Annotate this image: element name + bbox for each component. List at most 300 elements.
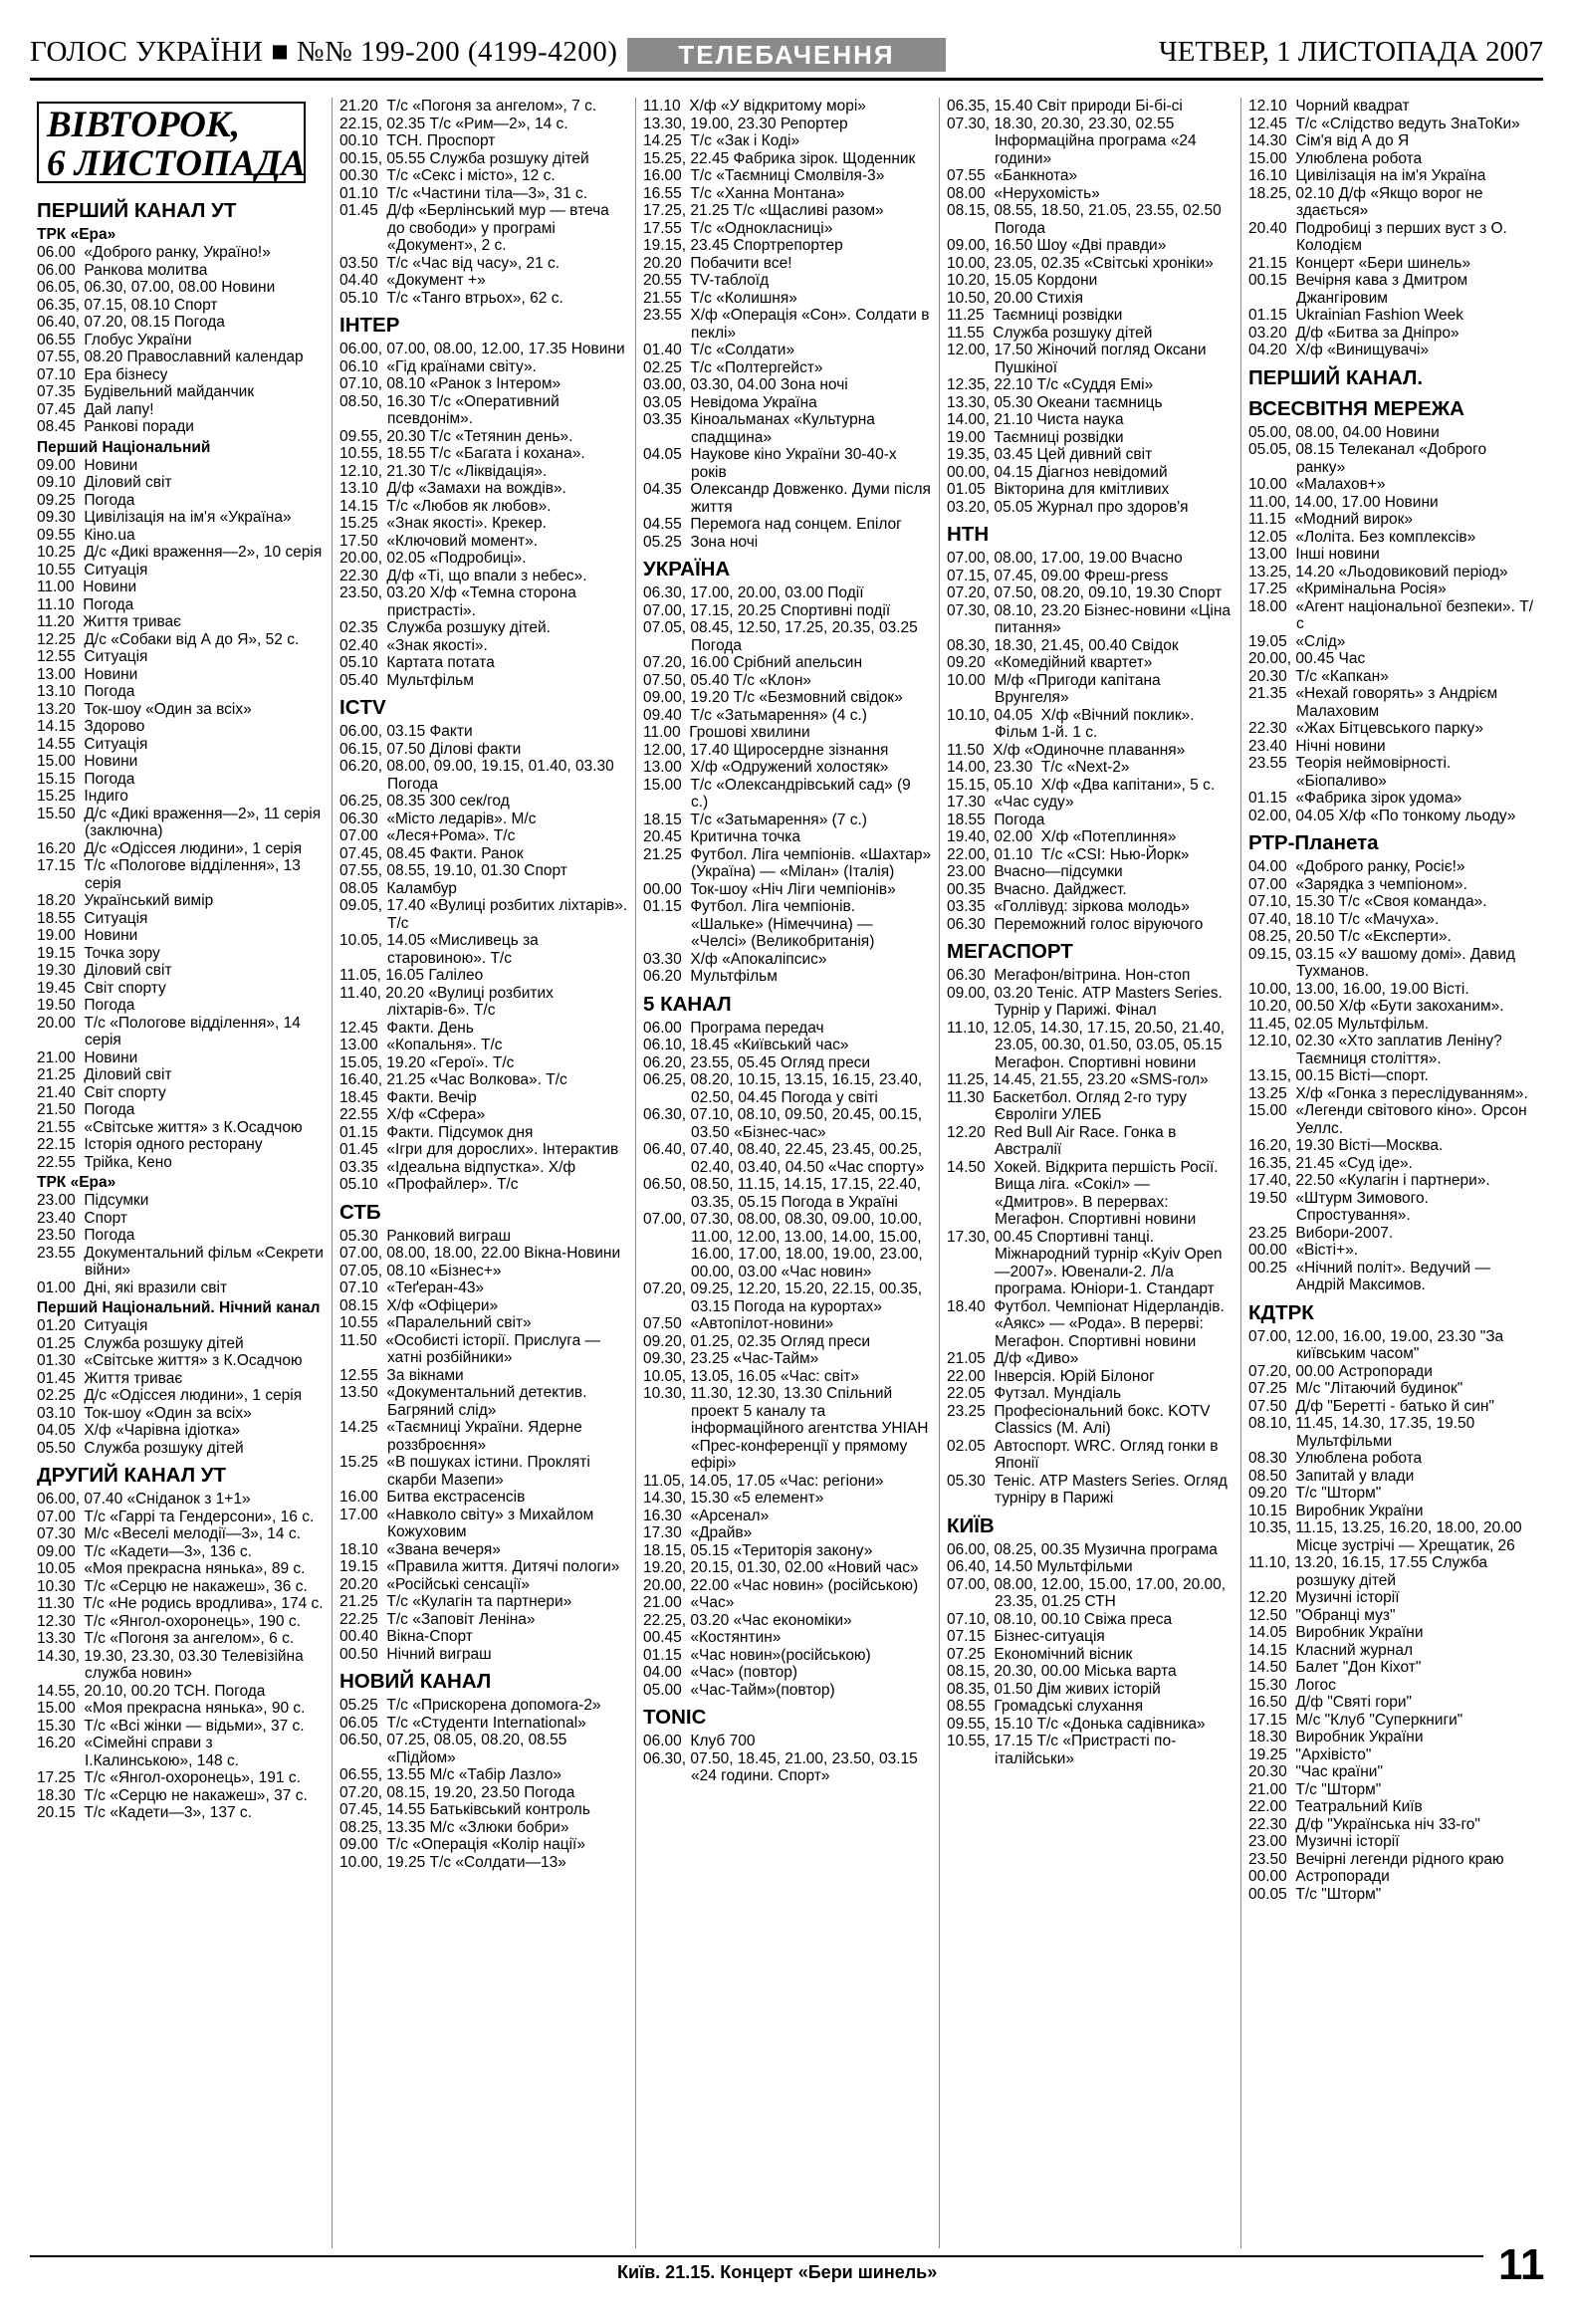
program-entry: 19.40, 02.00 Х/ф «Потеплиння» xyxy=(947,828,1177,845)
program-entry: 13.30, 05.30 Океани таємниць xyxy=(947,393,1163,411)
program-entry: 03.35 «Голлівуд: зіркова молодь» xyxy=(947,898,1190,915)
newspaper-masthead: ГОЛОС УКРАЇНИ ■ №№ 199-200 (4199-4200) xyxy=(30,36,618,68)
program-entry: 07.30, 18.30, 20.30, 23.30, 02.55 Інформаційна програма «24 години» xyxy=(947,115,1201,167)
program-entry: 10.00 М/ф «Пригоди капітана Врунгеля» xyxy=(947,671,1165,706)
program-entry: 06.50, 08.50, 11.15, 14.15, 17.15, 22.40, 03.35, 05.15 Погода в Україні xyxy=(643,1176,926,1211)
program-entry: 16.00 Т/с «Таємниці Смолвіля-3» xyxy=(643,167,885,184)
program-entry: 06.00, 08.25, 00.35 Музична програма xyxy=(947,1540,1218,1558)
program-entry: 09.00 Новини xyxy=(37,456,138,474)
program-entry: 21.50 Погода xyxy=(37,1101,135,1118)
program-entry: 04.00 «Доброго ранку, Росіє!» xyxy=(1248,858,1465,875)
program-entry: 07.25 Економічний вісник xyxy=(947,1645,1133,1663)
program-entry: 15.00 Новини xyxy=(37,753,138,770)
program-entry: 14.00, 23.30 Т/с «Next-2» xyxy=(947,759,1130,776)
program-entry: 07.10, 08.10 «Ранок з Інтером» xyxy=(339,375,561,392)
program-entry: 17.30 «Драйв» xyxy=(643,1524,753,1541)
program-entry: 02.40 «Знак якості». xyxy=(339,636,488,654)
program-entry: 15.15 Погода xyxy=(37,770,135,788)
program-entry: 02.25 Д/с «Одіссея людини», 1 серія xyxy=(37,1387,303,1404)
program-entry: 10.50, 20.00 Стихія xyxy=(947,289,1084,307)
program-entry: 09.00 Т/с «Кадети—3», 136 с. xyxy=(37,1542,252,1560)
program-entry: 06.30 Мегафон/вітрина. Нон-стоп xyxy=(947,967,1191,984)
program-entry: 07.10 «Теґеран-43» xyxy=(339,1279,485,1296)
column-5-listings xyxy=(1248,98,1536,1903)
program-entry: 03.35 «Ідеальна відпустка». Х/ф xyxy=(339,1158,576,1176)
program-entry: 14.05 Виробник України xyxy=(1248,1624,1424,1641)
program-entry: 08.25, 20.50 Т/с «Експерти». xyxy=(1248,928,1452,945)
program-entry: 15.00 Т/с «Олександрівський сад» (9 с.) xyxy=(643,776,916,811)
program-entry: 07.55, 08.55, 19.10, 01.30 Спорт xyxy=(339,862,567,879)
program-entry: 06.35, 07.15, 08.10 Спорт xyxy=(37,296,218,314)
program-entry: 07.00, 08.00, 12.00, 15.00, 17.00, 20.00, 23.35, 01.25 СТН xyxy=(947,1575,1231,1610)
program-entry: 09.20 Т/с "Шторм" xyxy=(1248,1485,1382,1502)
program-entry: 13.00 Інші новини xyxy=(1248,546,1380,563)
program-entry: 15.30 Логос xyxy=(1248,1676,1336,1694)
program-entry: 22.55 Х/ф «Сфера» xyxy=(339,1106,486,1123)
program-entry: 07.00, 08.00, 17.00, 19.00 Вчасно xyxy=(947,550,1183,567)
program-entry: 17.30, 00.45 Спортивні танці. Міжнародний турнір «Kyiv Open—2007». Ювенали-2. Л/а програма. Юніори-1. Стандарт xyxy=(947,1228,1223,1297)
program-entry: 13.00 Новини xyxy=(37,665,138,683)
channel-heading: КИЇВ xyxy=(947,1513,995,1537)
program-entry: 20.55 TV-таблоїд xyxy=(643,272,770,289)
program-entry: 06.00 «Доброго ранку, Україно!» xyxy=(37,244,271,261)
program-entry: 07.00, 08.00, 18.00, 22.00 Вікна-Новини xyxy=(339,1245,621,1262)
program-entry: 06.55, 13.55 М/с «Табір Лазло» xyxy=(339,1766,562,1783)
program-entry: 14.00, 21.10 Чиста наука xyxy=(947,411,1124,428)
channel-heading: ПЕРШИЙ КАНАЛ. xyxy=(1248,365,1424,389)
column-4-listings xyxy=(947,98,1234,1767)
program-entry: 19.00 Новини xyxy=(37,927,138,944)
issue-date: ЧЕТВЕР, 1 ЛИСТОПАДА 2007 xyxy=(1158,36,1543,68)
program-entry: 05.10 Картата потата xyxy=(339,654,495,671)
program-entry: 20.40 Подробиці з перших вуст з О. Колодієм xyxy=(1248,219,1512,254)
program-entry: 03.10 Ток-шоу «Один за всіх» xyxy=(37,1404,252,1422)
program-entry: 01.45 «Ігри для дорослих». Інтерактив xyxy=(339,1141,619,1158)
program-entry: 07.55 «Банкнота» xyxy=(947,167,1078,184)
program-entry: 00.00 Астропоради xyxy=(1248,1868,1390,1885)
program-entry: 17.25 Т/с «Янгол-охоронець», 191 с. xyxy=(37,1769,301,1786)
program-entry: 05.25 Зона ночі xyxy=(643,533,759,551)
program-entry: 01.00 Дні, які вразили світ xyxy=(37,1278,228,1296)
program-entry: 12.10, 02.30 «Хто заплатив Леніну? Таємниця століття». xyxy=(1248,1033,1507,1067)
schedule-column-2 xyxy=(333,98,636,2248)
program-entry: 06.50, 07.25, 08.05, 08.20, 08.55 «Підйом» xyxy=(339,1732,571,1766)
program-entry: 13.30 Т/с «Погоня за ангелом», 6 с. xyxy=(37,1630,295,1647)
program-entry: 07.50, 05.40 Т/с «Клон» xyxy=(643,671,811,689)
program-entry: 09.00 Т/с «Операція «Колір нації» xyxy=(339,1836,585,1853)
program-entry: 18.55 Ситуація xyxy=(37,909,148,927)
channel-heading: КДТРК xyxy=(1248,1300,1314,1324)
program-entry: 16.50 Д/ф "Святі гори" xyxy=(1248,1694,1412,1711)
program-entry: 11.50 Х/ф «Одиночне плавання» xyxy=(947,741,1186,759)
program-entry: 07.35 Будівельний майданчик xyxy=(37,383,255,400)
program-entry: 07.50 Д/ф "Беретті - батько й син" xyxy=(1248,1397,1494,1415)
program-entry: 06.00 Програма передач xyxy=(643,1019,824,1037)
program-entry: 03.30 Х/ф «Апокаліпсис» xyxy=(643,950,827,968)
channel-heading: НТН xyxy=(947,523,990,546)
schedule-column-4 xyxy=(940,98,1241,2248)
program-entry: 23.25 Вибори-2007. xyxy=(1248,1224,1394,1242)
channel-heading: УКРАЇНА xyxy=(643,558,731,581)
sub-heading: Перший Національний. Нічний канал xyxy=(37,1299,321,1316)
program-entry: 05.05, 08.15 Телеканал «Доброго ранку» xyxy=(1248,441,1491,476)
program-entry: 10.05 «Моя прекрасна нянька», 89 с. xyxy=(37,1560,306,1577)
program-entry: 15.25 «Знак якості». Крекер. xyxy=(339,515,547,532)
program-entry: 03.50 Т/с «Час від часу», 21 с. xyxy=(339,254,561,272)
program-entry: 08.15 Х/ф «Офіцери» xyxy=(339,1296,499,1314)
program-entry: 11.30 Баскетбол. Огляд 2-го туру Євроліги УЛЕБ xyxy=(947,1088,1192,1123)
column-3-listings xyxy=(643,98,936,1785)
program-entry: 06.00, 03.15 Факти xyxy=(339,723,473,740)
program-entry: 14.25 «Таємниці України. Ядерне роззброєння» xyxy=(339,1419,587,1454)
program-entry: 10.05, 14.05 «Мисливець за старовиною». Т/с xyxy=(339,932,544,967)
program-entry: 14.55 Ситуація xyxy=(37,735,148,753)
program-entry: 23.50 Вечірні легенди рідного краю xyxy=(1248,1850,1504,1868)
program-entry: 09.25 Погода xyxy=(37,491,135,509)
program-entry: 00.15, 05.55 Служба розшуку дітей xyxy=(339,149,589,167)
program-entry: 17.30 «Час суду» xyxy=(947,794,1074,811)
program-entry: 16.20 Д/с «Одіссея людини», 1 серія xyxy=(37,839,303,857)
program-entry: 15.25 Індиго xyxy=(37,788,128,805)
program-entry: 12.50 "Обранці муз" xyxy=(1248,1606,1396,1624)
program-entry: 08.30, 18.30, 21.45, 00.40 Свідок xyxy=(947,636,1179,654)
program-entry: 11.10, 13.20, 16.15, 17.55 Служба розшуку дітей xyxy=(1248,1554,1492,1589)
program-entry: 09.05, 17.40 «Вулиці розбитих ліхтарів». Т/с xyxy=(339,897,632,932)
program-entry: 03.20, 05.05 Журнал про здоров'я xyxy=(947,498,1189,516)
program-entry: 07.55, 08.20 Православний календар xyxy=(37,349,304,365)
program-entry: 11.05, 14.05, 17.05 «Час: регіони» xyxy=(643,1472,884,1490)
program-entry: 14.15 Класний журнал xyxy=(1248,1641,1413,1659)
program-entry: 07.00 Т/с «Гаррі та Гендерсони», 16 с. xyxy=(37,1508,315,1525)
program-entry: 07.00 «Леся+Рома». Т/с xyxy=(339,827,516,844)
program-entry: 01.25 Служба розшуку дітей xyxy=(37,1334,244,1352)
program-entry: 05.40 Мультфільм xyxy=(339,671,474,689)
program-entry: 17.25, 21.25 Т/с «Щасливі разом» xyxy=(643,202,884,219)
program-entry: 06.35, 15.40 Світ природи Бі-бі-сі xyxy=(947,98,1183,115)
program-entry: 14.30, 19.30, 23.30, 03.30 Телевізійна служба новин» xyxy=(37,1647,309,1682)
program-entry: 13.10 Погода xyxy=(37,683,135,700)
program-entry: 16.35, 21.45 «Суд іде». xyxy=(1248,1154,1413,1172)
program-entry: 10.00, 23.05, 02.35 «Світські хроніки» xyxy=(947,254,1214,272)
section-label: ТЕЛЕБАЧЕННЯ xyxy=(627,38,946,72)
program-entry: 07.20, 16.00 Срібний апельсин xyxy=(643,654,863,671)
program-entry: 08.55 Громадські слухання xyxy=(947,1698,1144,1715)
program-entry: 07.30 М/с «Веселі мелодії—3», 14 с. xyxy=(37,1525,301,1542)
program-entry: 21.00 Т/с "Шторм" xyxy=(1248,1780,1382,1798)
program-entry: 19.15 Точка зору xyxy=(37,944,160,962)
program-entry: 06.20, 08.00, 09.00, 19.15, 01.40, 03.30 Погода xyxy=(339,758,619,793)
program-entry: 09.00, 03.20 Теніс. ATP Masters Series. Турнір у Парижі. Фінал xyxy=(947,984,1228,1019)
program-entry: 19.45 Світ спорту xyxy=(37,979,166,997)
program-entry: 06.40, 07.40, 08.40, 22.45, 23.45, 00.25, 02.40, 03.40, 04.50 «Час спорту» xyxy=(643,1141,927,1176)
program-entry: 07.50 «Автопілот-новини» xyxy=(643,1315,834,1332)
program-entry: 07.05, 08.45, 12.50, 17.25, 20.35, 03.25 Погода xyxy=(643,619,923,654)
program-entry: 10.10, 04.05 Х/ф «Вічний поклик». Фільм 1-й. 1 с. xyxy=(947,706,1199,741)
sub-heading: Перший Національний xyxy=(37,438,211,456)
program-entry: 01.15 Ukrainian Fashion Week xyxy=(1248,307,1463,324)
program-entry: 06.30 Переможний голос віруючого xyxy=(947,915,1204,933)
program-entry: 17.00 «Навколо світу» з Михайлом Кожуховим xyxy=(339,1506,598,1540)
program-entry: 06.30, 07.50, 18.45, 21.00, 23.50, 03.15 «24 години. Спорт» xyxy=(643,1749,923,1784)
program-entry: 01.45 Життя триває xyxy=(37,1369,183,1387)
program-entry: 07.10, 08.10, 00.10 Свіжа преса xyxy=(947,1610,1173,1628)
program-entry: 20.00, 02.05 «Подробиці». xyxy=(339,550,527,567)
program-entry: 08.15, 20.30, 00.00 Міська варта xyxy=(947,1663,1177,1680)
program-entry: 11.00 Грошові хвилини xyxy=(643,724,810,741)
program-entry: 12.30 Т/с «Янгол-охоронець», 190 с. xyxy=(37,1612,301,1630)
program-entry: 06.05 Т/с «Студенти International» xyxy=(339,1714,586,1732)
program-entry: 21.15 Концерт «Бери шинель» xyxy=(1248,254,1471,272)
program-entry: 06.25, 08.20, 10.15, 13.15, 16.15, 23.40, 02.50, 04.45 Погода у світі xyxy=(643,1071,927,1106)
program-entry: 01.15 «Час новин»(російською) xyxy=(643,1646,871,1664)
program-entry: 15.25, 22.45 Фабрика зірок. Щоденник xyxy=(643,149,916,167)
program-entry: 21.55 Т/с «Колишня» xyxy=(643,289,797,307)
program-entry: 18.00 «Агент національної безпеки». Т/с xyxy=(1248,597,1534,632)
program-entry: 20.30 Т/с «Капкан» xyxy=(1248,667,1389,685)
program-entry: 02.35 Служба розшуку дітей. xyxy=(339,619,551,636)
program-entry: 20.00 Т/с «Пологове відділення», 14 серія xyxy=(37,1014,306,1048)
program-entry: 11.05, 16.05 Галілео xyxy=(339,967,484,984)
program-entry: 22.30 «Жах Бітцевського парку» xyxy=(1248,720,1484,737)
program-entry: 21.25 Т/с «Кулагін та партнери» xyxy=(339,1593,572,1610)
program-entry: 16.40, 21.25 «Час Волкова». Т/с xyxy=(339,1071,567,1088)
program-entry: 21.00 «Час» xyxy=(643,1594,735,1611)
program-entry: 19.35, 03.45 Цей дивний світ xyxy=(947,446,1153,463)
program-entry: 06.10 «Гід країнами світу». xyxy=(339,357,537,375)
program-entry: 11.30 Т/с «Не родись вродлива», 174 с. xyxy=(37,1595,324,1612)
program-entry: 08.50, 16.30 Т/с «Оперативний псевдонім». xyxy=(339,392,564,427)
program-entry: 06.00, 07.40 «Сніданок з 1+1» xyxy=(37,1491,251,1508)
schedule-column-5 xyxy=(1241,98,1543,2248)
program-entry: 07.45 Дай лапу! xyxy=(37,400,154,418)
program-entry: 23.55 Х/ф «Операція «Сон». Солдати в пеклі» xyxy=(643,307,934,342)
program-entry: 08.45 Ранкові поради xyxy=(37,418,194,435)
program-entry: 09.55, 15.10 Т/с «Донька садівника» xyxy=(947,1715,1206,1733)
channel-heading: ВСЕСВІТНЯ МЕРЕЖА xyxy=(1248,396,1464,420)
program-entry: 01.40 Т/с «Солдати» xyxy=(643,342,795,358)
day-title-date: 6 ЛИСТОПАДА xyxy=(47,143,306,184)
program-entry: 08.10, 11.45, 14.30, 17.35, 19.50 Мультфільми xyxy=(1248,1415,1479,1450)
program-entry: 05.30 Ранковий виграш xyxy=(339,1227,512,1245)
program-entry: 10.00, 19.25 Т/с «Солдати—13» xyxy=(339,1853,566,1871)
program-entry: 19.00 Таємниці розвідки xyxy=(947,428,1124,446)
program-entry: 15.00 «Легенди світового кіно». Орсон Уеллс. xyxy=(1248,1102,1531,1137)
program-entry: 20.30 "Час країни" xyxy=(1248,1763,1383,1780)
program-entry: 19.50 Погода xyxy=(37,997,135,1014)
program-entry: 12.55 За вікнами xyxy=(339,1366,464,1384)
program-entry: 04.00 «Час» (повтор) xyxy=(643,1664,798,1681)
program-entry: 11.50 «Особисті історії. Прислуга — хатні розбійники» xyxy=(339,1331,605,1366)
program-entry: 03.35 Кіноальманах «Культурна спадщина» xyxy=(643,411,880,446)
program-entry: 09.30 Цивілізація на ім'я «Україна» xyxy=(37,509,292,526)
program-entry: 11.00 Новини xyxy=(37,579,137,595)
program-entry: 11.25, 14.45, 21.55, 23.20 «SMS-гол» xyxy=(947,1071,1209,1088)
program-entry: 14.25 Т/с «Зак і Коді» xyxy=(643,132,800,149)
program-entry: 14.50 Хокей. Відкрита першість Росії. Вища ліга. «Сокіл» — «Дмитров». В перервах: Мегафон. Спортивні новини xyxy=(947,1158,1223,1228)
program-entry: 12.05 «Лоліта. Без комплексів» xyxy=(1248,528,1476,546)
channel-heading: TONIC xyxy=(643,1706,707,1729)
program-entry: 04.05 Наукове кіно України 30-40-х років xyxy=(643,446,901,481)
program-entry: 10.55 «Паралельний світ» xyxy=(339,1314,532,1331)
program-entry: 06.40, 07.20, 08.15 Погода xyxy=(37,314,225,331)
program-entry: 18.15 Т/с «Затьмарення» (7 с.) xyxy=(643,811,867,828)
program-entry: 00.15 Вечірня кава з Дмитром Джангіровим xyxy=(1248,272,1472,307)
program-entry: 07.40, 18.10 Т/с «Мачуха». xyxy=(1248,910,1440,928)
program-entry: 18.30 Т/с «Серцю не накажеш», 37 с. xyxy=(37,1786,308,1804)
program-entry: 05.25 Т/с «Прискорена допомога-2» xyxy=(339,1697,601,1714)
program-entry: 10.55, 17.15 Т/с «Пристрасті по-італійськи» xyxy=(947,1733,1177,1767)
program-entry: 12.10, 21.30 Т/с «Ліквідація». xyxy=(339,462,548,480)
program-entry: 19.50 «Штурм Зимового. Спростування». xyxy=(1248,1189,1434,1224)
day-title-weekday: ВІВТОРОК, xyxy=(47,105,241,145)
program-entry: 19.30 Діловий світ xyxy=(37,962,172,979)
program-entry: 10.15 Виробник України xyxy=(1248,1502,1424,1519)
program-entry: 18.30 Виробник України xyxy=(1248,1729,1424,1745)
program-entry: 03.05 Невідома Україна xyxy=(643,393,817,411)
program-entry: 23.50 Погода xyxy=(37,1227,135,1244)
program-entry: 09.55 Кіно.ua xyxy=(37,526,135,544)
program-entry: 04.40 «Документ +» xyxy=(339,272,486,289)
program-entry: 13.50 «Документальний детектив. Багряний слід» xyxy=(339,1384,591,1419)
program-entry: 00.50 Нічний виграш xyxy=(339,1645,492,1663)
program-entry: 05.10 Т/с «Танго втрьох», 62 с. xyxy=(339,289,563,307)
program-entry: 22.00, 01.10 Т/с «CSI: Нью-Йорк» xyxy=(947,845,1190,863)
program-entry: 07.00, 12.00, 16.00, 19.00, 23.30 "За київським часом" xyxy=(1248,1327,1508,1362)
program-entry: 04.35 Олександр Довженко. Думи після життя xyxy=(643,481,936,516)
program-entry: 06.00, 07.00, 08.00, 12.00, 17.35 Новини xyxy=(339,341,625,357)
program-entry: 07.45, 08.45 Факти. Ранок xyxy=(339,844,524,862)
program-entry: 13.25 Х/ф «Гонка з переслідуванням». xyxy=(1248,1084,1528,1102)
program-entry: 05.00, 08.00, 04.00 Новини xyxy=(1248,423,1440,441)
program-entry: 18.40 Футбол. Чемпіонат Нідерландів. «Аякс» — «Рода». В перерві: Мегафон. Спортивні новини xyxy=(947,1297,1230,1350)
program-entry: 22.25 Т/с «Заповіт Леніна» xyxy=(339,1610,536,1628)
program-entry: 15.05, 19.20 «Герої». Т/с xyxy=(339,1053,515,1071)
program-entry: 08.30 Улюблена робота xyxy=(1248,1450,1423,1467)
program-entry: 14.30, 15.30 «5 елемент» xyxy=(643,1490,824,1507)
program-entry: 21.40 Світ спорту xyxy=(37,1083,166,1101)
program-entry: 10.00 «Малахов+» xyxy=(1248,476,1386,493)
program-entry: 12.45 Факти. День xyxy=(339,1019,474,1037)
program-entry: 18.10 «Звана вечеря» xyxy=(339,1540,501,1558)
program-entry: 07.00 «Зарядка з чемпіоном». xyxy=(1248,875,1467,893)
program-entry: 12.35, 22.10 Т/с «Суддя Емі» xyxy=(947,376,1154,393)
sub-heading: ТРК «Ера» xyxy=(37,226,116,243)
column-1-listings xyxy=(37,199,329,1822)
program-entry: 07.45, 14.55 Батьківський контроль xyxy=(339,1801,590,1818)
program-entry: 14.55, 20.10, 00.20 ТСН. Погода xyxy=(37,1682,266,1700)
program-entry: 18.55 Погода xyxy=(947,811,1045,828)
program-entry: 08.00 «Нерухомість» xyxy=(947,184,1100,202)
program-entry: 06.30, 17.00, 20.00, 03.00 Події xyxy=(643,584,864,601)
program-entry: 20.15 Т/с «Кадети—3», 137 с. xyxy=(37,1804,252,1821)
program-entry: 18.45 Факти. Вечір xyxy=(339,1088,477,1106)
program-entry: 10.30, 11.30, 12.30, 13.30 Спільний проект 5 каналу та інформаційного агентства УНІАН «Прес-конференції у прямому ефірі» xyxy=(643,1385,933,1472)
program-entry: 14.15 Т/с «Любов як любов». xyxy=(339,497,552,515)
program-entry: 15.15, 05.10 Х/ф «Два капітани», 5 с. xyxy=(947,776,1216,794)
program-entry: 07.00, 07.30, 08.00, 08.30, 09.00, 10.00, 11.00, 12.00, 13.00, 14.00, 15.00, 16.00, 17.00, 18.00, 19.00, 23.00, 00.00, 03.00 «Час новин» xyxy=(643,1211,928,1280)
program-entry: 05.00 «Час-Тайм»(повтор) xyxy=(643,1681,835,1699)
program-entry: 06.00 Ранкова молитва xyxy=(37,261,208,279)
program-entry: 12.20 Музичні історії xyxy=(1248,1589,1400,1606)
program-entry: 11.10 Погода xyxy=(37,595,134,613)
program-entry: 19.05 «Слід» xyxy=(1248,632,1346,650)
program-entry: 00.10 ТСН. Проспорт xyxy=(339,132,496,149)
channel-heading: НОВИЙ КАНАЛ xyxy=(339,1670,492,1693)
program-entry: 06.30, 07.10, 08.10, 09.50, 20.45, 00.15, 03.50 «Бізнес-час» xyxy=(643,1106,927,1141)
program-entry: 08.50 Запитай у влади xyxy=(1248,1467,1415,1485)
program-entry: 23.55 Теорія неймовірності. «Біопаливо» xyxy=(1248,755,1456,790)
program-entry: 20.00, 22.00 «Час новин» (російською) xyxy=(643,1576,919,1594)
program-entry: 08.25, 13.35 М/с «Злюки бобри» xyxy=(339,1818,569,1836)
program-entry: 05.10 «Профайлер». Т/с xyxy=(339,1176,519,1193)
program-entry: 09.40 Т/с «Затьмарення» (4 с.) xyxy=(643,706,867,724)
program-entry: 06.30 «Місто ледарів». М/с xyxy=(339,810,537,827)
program-entry: 00.00 Ток-шоу «Ніч Ліги чемпіонів» xyxy=(643,880,896,898)
program-entry: 09.15, 03.15 «У вашому домі». Давид Тухманов. xyxy=(1248,945,1520,980)
program-entry: 19.25 "Архівісто" xyxy=(1248,1745,1372,1763)
program-entry: 07.20, 07.50, 08.20, 09.10, 19.30 Спорт xyxy=(947,584,1223,601)
program-entry: 20.45 Критична точка xyxy=(643,828,801,845)
program-entry: 06.05, 06.30, 07.00, 08.00 Новини xyxy=(37,279,276,296)
program-entry: 10.25 Д/с «Дикі враження—2», 10 серія xyxy=(37,544,323,561)
program-entry: 22.30 Д/ф "Українська ніч 33-го" xyxy=(1248,1815,1480,1833)
program-entry: 09.30, 23.25 «Час-Тайм» xyxy=(643,1350,819,1367)
program-entry: 17.40, 22.50 «Кулагін і партнери». xyxy=(1248,1172,1490,1189)
program-entry: 13.20 Ток-шоу «Один за всіх» xyxy=(37,700,252,718)
program-entry: 06.10, 18.45 «Київський час» xyxy=(643,1037,849,1053)
program-entry: 22.30 Д/ф «Ті, що впали з небес». xyxy=(339,567,587,584)
program-entry: 07.25 М/с "Літаючий будинок" xyxy=(1248,1380,1463,1397)
channel-heading: МЕГАСПОРТ xyxy=(947,940,1073,963)
program-entry: 11.15 «Модний вирок» xyxy=(1248,511,1413,528)
program-entry: 07.30, 08.10, 23.20 Бізнес-новини «Ціна питання» xyxy=(947,601,1235,636)
program-entry: 00.00, 04.15 Діагноз невідомий xyxy=(947,463,1168,481)
footer-rule xyxy=(30,2255,1483,2257)
column-2-listings xyxy=(339,98,632,1871)
sub-heading: ТРК «Ера» xyxy=(37,1174,116,1191)
program-entry: 07.05, 08.10 «Бізнес+» xyxy=(339,1262,502,1279)
channel-heading: ПЕРШИЙ КАНАЛ УТ xyxy=(37,199,237,222)
program-entry: 05.30 Теніс. ATP Masters Series. Огляд турніру в Парижі xyxy=(947,1472,1233,1507)
program-entry: 20.00, 00.45 Час xyxy=(1248,650,1366,667)
footer-announcement: Київ. 21.15. Концерт «Бери шинель» xyxy=(617,2262,938,2282)
program-entry: 21.55 «Світське життя» з К.Осадчою xyxy=(37,1118,303,1136)
program-entry: 08.35, 01.50 Дім живих історій xyxy=(947,1680,1161,1698)
program-entry: 06.15, 07.50 Ділові факти xyxy=(339,740,522,758)
program-entry: 10.20, 00.50 Х/ф «Бути закоханим». xyxy=(1248,998,1504,1015)
program-entry: 15.00 «Моя прекрасна нянька», 90 с. xyxy=(37,1700,306,1717)
program-entry: 22.15 Історія одного ресторану xyxy=(37,1136,263,1153)
program-entry: 21.00 Новини xyxy=(37,1048,138,1066)
program-entry: 16.20 «Сімейні справи з І.Калинською», 148 с. xyxy=(37,1735,240,1769)
program-entry: 06.40, 14.50 Мультфільми xyxy=(947,1558,1133,1575)
program-entry: 12.00, 17.50 Жіночий погляд Оксани Пушкіної xyxy=(947,342,1211,376)
program-entry: 01.10 Т/с «Частини тіла—3», 31 с. xyxy=(339,184,587,202)
program-entry: 22.05 Футзал. Мундіаль xyxy=(947,1385,1122,1402)
program-entry: 07.10 Ера бізнесу xyxy=(37,365,168,383)
program-entry: 07.20, 09.25, 12.20, 15.20, 22.15, 00.35, 03.15 Погода на курортах» xyxy=(643,1280,927,1315)
program-entry: 23.55 Документальний фільм «Секрети війни» xyxy=(37,1244,329,1278)
program-entry: 20.20 «Російські сенсації» xyxy=(339,1575,531,1593)
program-entry: 01.15 Факти. Підсумок дня xyxy=(339,1123,534,1141)
program-entry: 00.40 Вікна-Спорт xyxy=(339,1628,473,1645)
program-entry: 23.00 Підсумки xyxy=(37,1192,149,1209)
program-entry: 12.00, 17.40 Щиросердне зізнання xyxy=(643,741,889,759)
channel-heading: ІНТЕР xyxy=(339,314,400,337)
program-entry: 13.00 Х/ф «Одружений холостяк» xyxy=(643,759,889,776)
schedule-column-3 xyxy=(636,98,940,2248)
program-entry: 19.15, 23.45 Спортрепортер xyxy=(643,237,843,254)
